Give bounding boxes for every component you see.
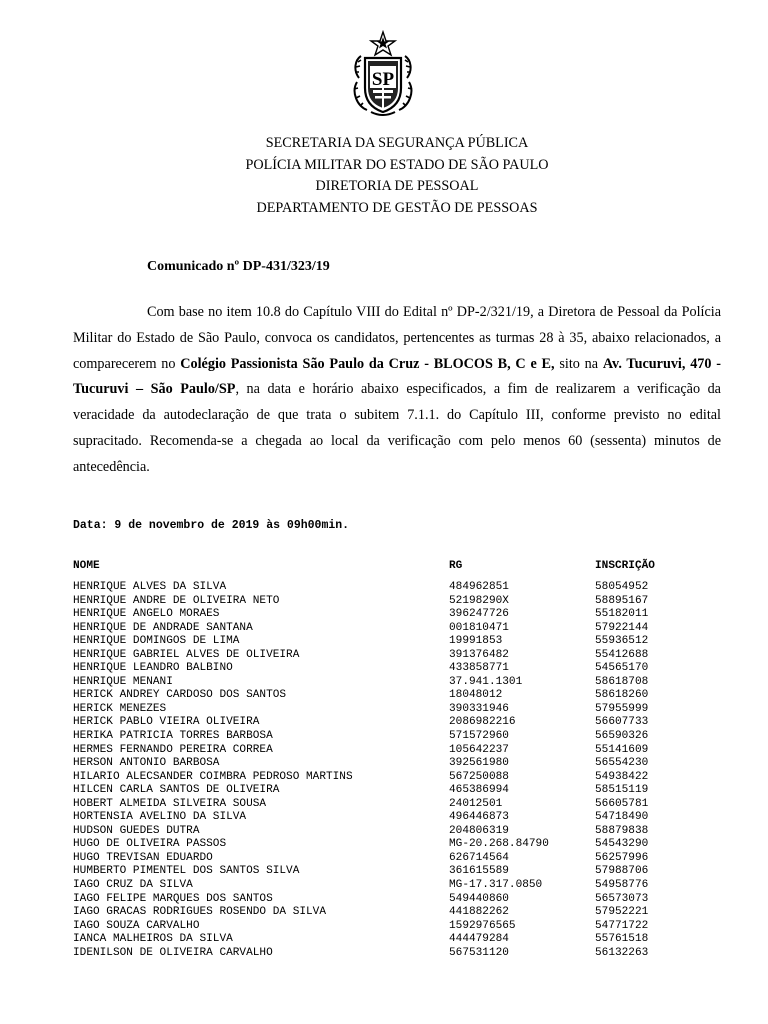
- cell-rg: 52198290X: [449, 594, 509, 607]
- cell-rg: 18048012: [449, 689, 503, 702]
- cell-rg: 2086982216: [449, 716, 516, 729]
- header-line-policia: POLÍCIA MILITAR DO ESTADO DE SÃO PAULO: [245, 156, 549, 173]
- table-row: [73, 730, 649, 744]
- cell-inscricao: 58879838: [595, 824, 649, 837]
- cell-inscricao: 57988706: [595, 865, 649, 878]
- sao-paulo-coat-of-arms: [351, 30, 415, 120]
- cell-nome: HENRIQUE GABRIEL ALVES DE OLIVEIRA: [73, 648, 300, 661]
- cell-inscricao: 55761518: [595, 933, 649, 946]
- table-row: [73, 797, 649, 812]
- cell-rg: 392561980: [449, 757, 509, 770]
- cell-inscricao: 57955999: [595, 702, 649, 715]
- cell-rg: 105642237: [449, 743, 509, 756]
- table-row: [73, 838, 649, 852]
- comunicado-title: Comunicado nº DP-431/323/19: [147, 259, 330, 274]
- cell-inscricao: 54718490: [595, 811, 649, 824]
- table-row: [73, 879, 649, 893]
- cell-inscricao: 54771722: [595, 919, 649, 932]
- cell-nome: HENRIQUE ALVES DA SILVA: [73, 581, 227, 593]
- table-row: [73, 770, 649, 785]
- cell-rg: MG-20.268.84790: [449, 838, 549, 851]
- cell-nome: HENRIQUE ANDRE DE OLIVEIRA NETO: [73, 594, 280, 607]
- cell-inscricao: 56605781: [595, 797, 649, 810]
- cell-nome: IAGO SOUZA CARVALHO: [73, 919, 200, 932]
- cell-rg: 571572960: [449, 730, 509, 743]
- body-paragraph: [73, 300, 721, 481]
- table-row: [73, 892, 649, 907]
- cell-nome: IANCA MALHEIROS DA SILVA: [73, 933, 233, 946]
- cell-inscricao: 57952221: [595, 906, 649, 919]
- table-row: [73, 784, 649, 798]
- cell-nome: HENRIQUE MENANI: [73, 675, 173, 688]
- cell-inscricao: 56554230: [595, 757, 649, 770]
- schedule-date: Data: 9 de novembro de 2019 às 09h00min.: [73, 519, 350, 532]
- table-row: [73, 648, 649, 663]
- cell-inscricao: 54565170: [595, 662, 649, 675]
- cell-rg: 19991853: [449, 635, 503, 648]
- table-row: [73, 946, 649, 961]
- cell-rg: 361615589: [449, 865, 509, 878]
- cell-nome: HOBERT ALMEIDA SILVEIRA SOUSA: [73, 797, 267, 810]
- cell-inscricao: 58618708: [595, 675, 649, 688]
- cell-inscricao: 58054952: [595, 581, 649, 593]
- header-line-secretaria: SECRETARIA DA SEGURANÇA PÚBLICA: [265, 135, 529, 151]
- cell-inscricao: 54958776: [595, 879, 649, 892]
- table-row: [73, 608, 649, 622]
- cell-nome: IDENILSON DE OLIVEIRA CARVALHO: [73, 946, 273, 959]
- cell-inscricao: 56573073: [595, 892, 649, 905]
- cell-nome: IAGO FELIPE MARQUES DOS SANTOS: [73, 892, 273, 905]
- body-address-bold: Av. Tucuruvi, 470 - Tucuruvi – São Paulo/SP: [73, 355, 721, 398]
- cell-inscricao: 58515119: [595, 784, 649, 797]
- cell-inscricao: 58895167: [595, 594, 649, 607]
- cell-inscricao: 56607733: [595, 716, 649, 729]
- seal-lettering: SP: [371, 69, 395, 90]
- header-line-diretoria: DIRETORIA DE PESSOAL: [315, 178, 479, 194]
- cell-rg: 484962851: [449, 581, 509, 593]
- cell-inscricao: 55182011: [595, 608, 649, 621]
- cell-inscricao: 55141609: [595, 743, 649, 756]
- cell-rg: 465386994: [449, 784, 509, 797]
- table-row: [73, 865, 649, 879]
- cell-nome: HERICK ANDREY CARDOSO DOS SANTOS: [73, 689, 287, 702]
- cell-nome: HUDSON GUEDES DUTRA: [73, 824, 200, 837]
- cell-nome: HENRIQUE DOMINGOS DE LIMA: [73, 635, 240, 648]
- table-row: [73, 743, 649, 758]
- table-row: [73, 689, 649, 703]
- cell-inscricao: 55936512: [595, 635, 649, 648]
- cell-rg: 496446873: [449, 811, 509, 824]
- table-row: [73, 716, 649, 730]
- cell-rg: 24012501: [449, 797, 503, 810]
- cell-rg: 549440860: [449, 892, 509, 905]
- cell-rg: 1592976565: [449, 919, 516, 932]
- table-row: [73, 906, 649, 920]
- cell-rg: 444479284: [449, 933, 509, 946]
- cell-nome: HERIKA PATRICIA TORRES BARBOSA: [73, 730, 273, 743]
- cell-nome: HORTENSIA AVELINO DA SILVA: [73, 811, 247, 824]
- table-row: [73, 933, 649, 947]
- cell-rg: 626714564: [449, 851, 509, 864]
- table-row: [73, 824, 649, 839]
- cell-nome: HILCEN CARLA SANTOS DE OLIVEIRA: [73, 784, 280, 797]
- cell-nome: HUGO DE OLIVEIRA PASSOS: [73, 838, 227, 851]
- candidate-table: [73, 559, 655, 960]
- table-row: [73, 621, 649, 636]
- cell-nome: IAGO CRUZ DA SILVA: [73, 879, 193, 892]
- cell-nome: HENRIQUE LEANDRO BALBINO: [73, 662, 233, 675]
- table-header-row: [73, 559, 655, 581]
- cell-nome: IAGO GRACAS RODRIGUES ROSENDO DA SILVA: [73, 906, 326, 919]
- column-header-nome: NOME: [73, 560, 100, 572]
- cell-rg: 441882262: [449, 906, 509, 919]
- cell-nome: HERSON ANTONIO BARBOSA: [73, 757, 220, 770]
- cell-inscricao: 56590326: [595, 730, 649, 743]
- cell-inscricao: 58618260: [595, 689, 649, 702]
- table-row: [73, 851, 649, 866]
- cell-rg: MG-17.317.0850: [449, 879, 543, 892]
- table-row: [73, 594, 649, 609]
- cell-rg: 390331946: [449, 702, 509, 715]
- cell-rg: 001810471: [449, 621, 509, 634]
- cell-nome: HUMBERTO PIMENTEL DOS SANTOS SILVA: [73, 865, 300, 878]
- cell-nome: HERMES FERNANDO PEREIRA CORREA: [73, 743, 273, 756]
- cell-nome: HERICK MENEZES: [73, 702, 167, 715]
- cell-inscricao: 55412688: [595, 648, 649, 661]
- cell-nome: HILARIO ALECSANDER COIMBRA PEDROSO MARTINS: [73, 770, 353, 783]
- cell-rg: 433858771: [449, 662, 509, 675]
- cell-inscricao: 57922144: [595, 621, 649, 634]
- cell-inscricao: 54938422: [595, 770, 649, 783]
- cell-nome: HENRIQUE DE ANDRADE SANTANA: [73, 621, 253, 634]
- letterhead: [0, 133, 768, 219]
- table-row: [73, 581, 649, 595]
- table-row: [73, 919, 649, 934]
- table-row: [73, 757, 649, 771]
- body-text-2: sito na: [554, 355, 603, 372]
- cell-rg: 391376482: [449, 648, 509, 661]
- column-header-rg: RG: [449, 560, 463, 572]
- cell-inscricao: 56132263: [595, 946, 649, 959]
- body-location-bold: Colégio Passionista São Paulo da Cruz - BLOCOS B, C e E,: [180, 355, 555, 372]
- body-text-3: , na data e horário abaixo especificados, a fim de realizarem a verificação da veracidade da autodeclaração de que trata o subitem 7.1.1. do Capítulo III, conforme previsto no edital supracitado. Recomenda-se a chegada ao local da verificação com pelo menos 60 (sessenta) minutos de antecedência.: [73, 381, 721, 475]
- cell-rg: 204806319: [449, 824, 509, 837]
- cell-rg: 37.941.1301: [449, 675, 523, 688]
- cell-inscricao: 54543290: [595, 838, 649, 851]
- table-row: [73, 662, 649, 676]
- table-row: [73, 702, 649, 717]
- cell-nome: HERICK PABLO VIEIRA OLIVEIRA: [73, 716, 260, 729]
- column-header-inscricao: INSCRIÇÃO: [595, 560, 655, 572]
- cell-rg: 567250088: [449, 770, 509, 783]
- cell-rg: 567531120: [449, 946, 509, 959]
- cell-nome: HENRIQUE ANGELO MORAES: [73, 608, 220, 621]
- cell-inscricao: 56257996: [595, 851, 649, 864]
- table-row: [73, 811, 649, 825]
- body-text-1: Com base no item 10.8 do Capítulo VIII do Edital nº DP-2/321/19, a Diretora de Pessoal da Polícia Militar do Estado de São Paulo, convoca os candidatos, pertencentes as turmas 28 à 35, abaixo relacionados, a comparecerem no: [73, 304, 721, 372]
- table-row: [73, 635, 649, 649]
- header-line-departamento: DEPARTAMENTO DE GESTÃO DE PESSOAS: [256, 199, 538, 216]
- cell-rg: 396247726: [449, 608, 509, 621]
- table-row: [73, 675, 649, 690]
- cell-nome: HUGO TREVISAN EDUARDO: [73, 851, 213, 864]
